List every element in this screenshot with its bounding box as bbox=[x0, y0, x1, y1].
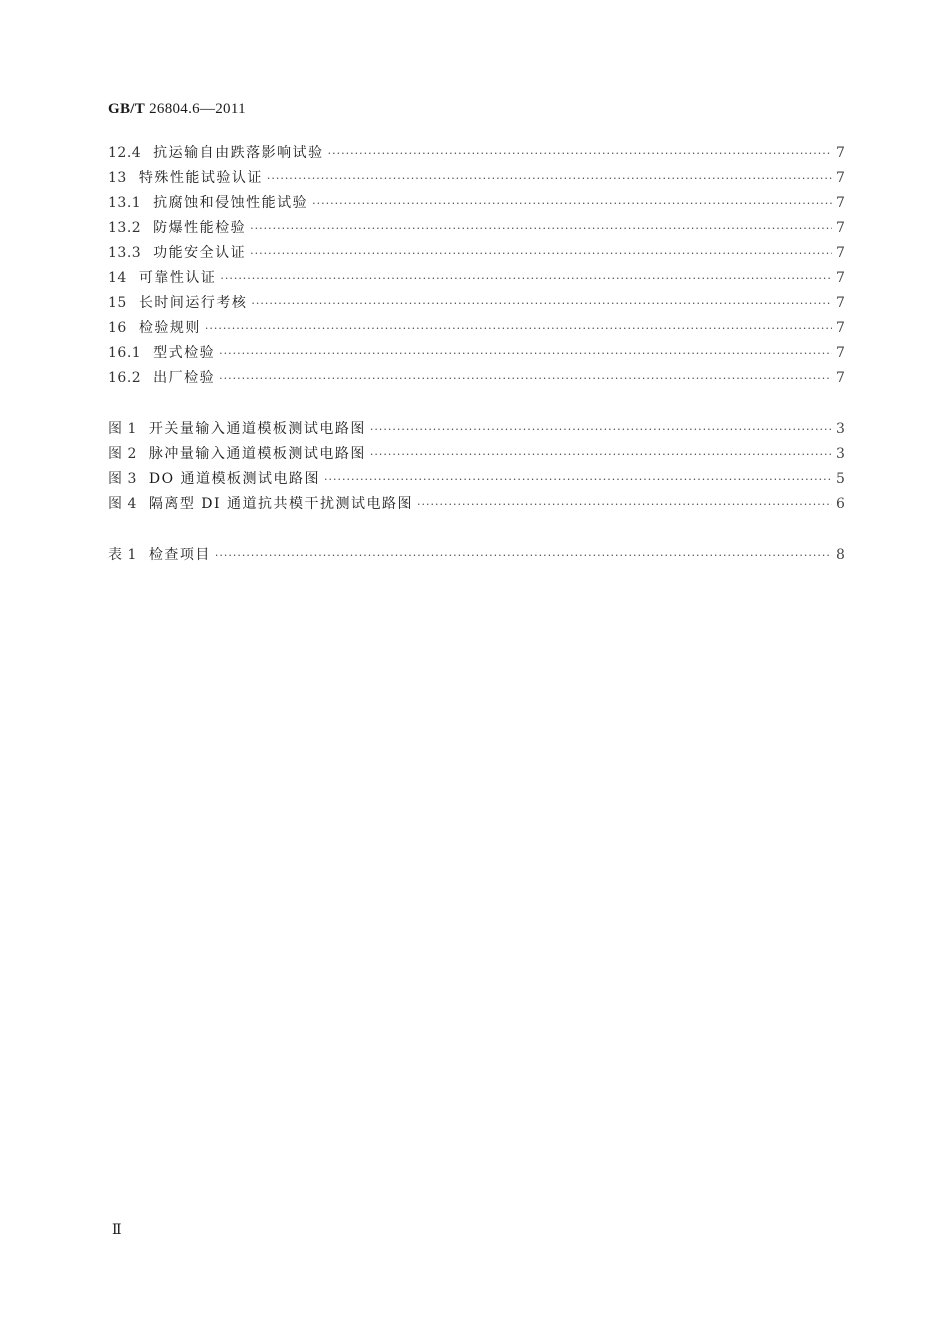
toc-table-entry[interactable] bbox=[108, 545, 844, 565]
dot-leader bbox=[250, 219, 832, 239]
toc-entry-page: 7 bbox=[836, 270, 845, 286]
figure-page: 3 bbox=[836, 421, 845, 437]
standard-number: 26804.6—2011 bbox=[149, 101, 246, 117]
toc-entry-page: 7 bbox=[836, 245, 845, 261]
dot-leader bbox=[205, 319, 832, 339]
table-number: 表 1 bbox=[108, 547, 137, 563]
figure-number: 图 1 bbox=[108, 421, 137, 437]
toc-entry-page: 7 bbox=[836, 195, 845, 211]
toc-entry[interactable] bbox=[108, 168, 844, 188]
toc-entry-title: 特殊性能试验认证 bbox=[138, 170, 263, 186]
toc-entry-title: 抗运输自由跌落影响试验 bbox=[153, 145, 324, 161]
toc-entry-title: 功能安全认证 bbox=[153, 245, 247, 261]
toc-figure-entry[interactable] bbox=[108, 469, 844, 489]
toc-figure-entry[interactable] bbox=[108, 419, 844, 439]
figure-title: 开关量输入通道模板测试电路图 bbox=[148, 421, 366, 437]
toc-entry-number: 13.3 bbox=[108, 245, 142, 261]
toc-entry-number: 16.2 bbox=[108, 370, 142, 386]
dot-leader bbox=[324, 470, 832, 490]
toc-entry-number: 13.1 bbox=[108, 195, 142, 211]
toc-entry[interactable] bbox=[108, 318, 844, 338]
toc-entry-number: 14 bbox=[108, 270, 127, 286]
toc-entry-title: 型式检验 bbox=[153, 345, 216, 361]
footer-page-number: Ⅱ bbox=[112, 1223, 122, 1238]
toc-entry-page: 7 bbox=[836, 345, 845, 361]
document-header bbox=[108, 101, 246, 118]
toc-entry[interactable] bbox=[108, 368, 844, 388]
toc-entry-number: 16 bbox=[108, 320, 127, 336]
table-page: 8 bbox=[836, 547, 845, 563]
toc-entry-page: 7 bbox=[836, 320, 845, 336]
toc-entry[interactable] bbox=[108, 293, 844, 313]
standard-prefix: GB/T bbox=[108, 101, 146, 117]
dot-leader bbox=[370, 420, 832, 440]
toc-entry-title: 长时间运行考核 bbox=[138, 295, 248, 311]
toc-entry-number: 13.2 bbox=[108, 220, 142, 236]
toc-entry[interactable] bbox=[108, 218, 844, 238]
figure-title: DO 通道模板测试电路图 bbox=[148, 471, 321, 487]
toc-entry-number: 16.1 bbox=[108, 345, 142, 361]
dot-leader bbox=[219, 344, 832, 364]
dot-leader bbox=[370, 445, 832, 465]
toc-entry[interactable] bbox=[108, 143, 844, 163]
toc-entry-number: 12.4 bbox=[108, 145, 142, 161]
toc-entry-page: 7 bbox=[836, 170, 845, 186]
toc-entry-page: 7 bbox=[836, 295, 845, 311]
figure-page: 5 bbox=[836, 471, 845, 487]
dot-leader bbox=[219, 369, 832, 389]
figure-title: 脉冲量输入通道模板测试电路图 bbox=[148, 446, 366, 462]
dot-leader bbox=[312, 194, 832, 214]
toc-entry-title: 可靠性认证 bbox=[138, 270, 217, 286]
toc-entry-page: 7 bbox=[836, 370, 845, 386]
dot-leader bbox=[220, 269, 832, 289]
toc-entry[interactable] bbox=[108, 343, 844, 363]
dot-leader bbox=[417, 495, 832, 515]
toc-entry[interactable] bbox=[108, 243, 844, 263]
toc-figure-entry[interactable] bbox=[108, 494, 844, 514]
dot-leader bbox=[251, 294, 832, 314]
toc-entry-page: 7 bbox=[836, 145, 845, 161]
dot-leader bbox=[215, 546, 832, 566]
figure-number: 图 3 bbox=[108, 471, 137, 487]
toc-figure-entry[interactable] bbox=[108, 444, 844, 464]
table-title: 检查项目 bbox=[148, 547, 211, 563]
figure-number: 图 2 bbox=[108, 446, 137, 462]
figure-title: 隔离型 DI 通道抗共模干扰测试电路图 bbox=[148, 496, 414, 512]
figure-page: 3 bbox=[836, 446, 845, 462]
dot-leader bbox=[328, 144, 832, 164]
dot-leader bbox=[250, 244, 832, 264]
toc-entry-title: 出厂检验 bbox=[153, 370, 216, 386]
toc-entry-title: 防爆性能检验 bbox=[153, 220, 247, 236]
toc-entry-page: 7 bbox=[836, 220, 845, 236]
toc-entry-number: 15 bbox=[108, 295, 127, 311]
toc-entry-number: 13 bbox=[108, 170, 127, 186]
toc-entry-title: 检验规则 bbox=[138, 320, 201, 336]
dot-leader bbox=[267, 169, 832, 189]
figure-number: 图 4 bbox=[108, 496, 137, 512]
toc-entry-title: 抗腐蚀和侵蚀性能试验 bbox=[153, 195, 309, 211]
toc-entry[interactable] bbox=[108, 193, 844, 213]
toc-entry[interactable] bbox=[108, 268, 844, 288]
figure-page: 6 bbox=[836, 496, 845, 512]
